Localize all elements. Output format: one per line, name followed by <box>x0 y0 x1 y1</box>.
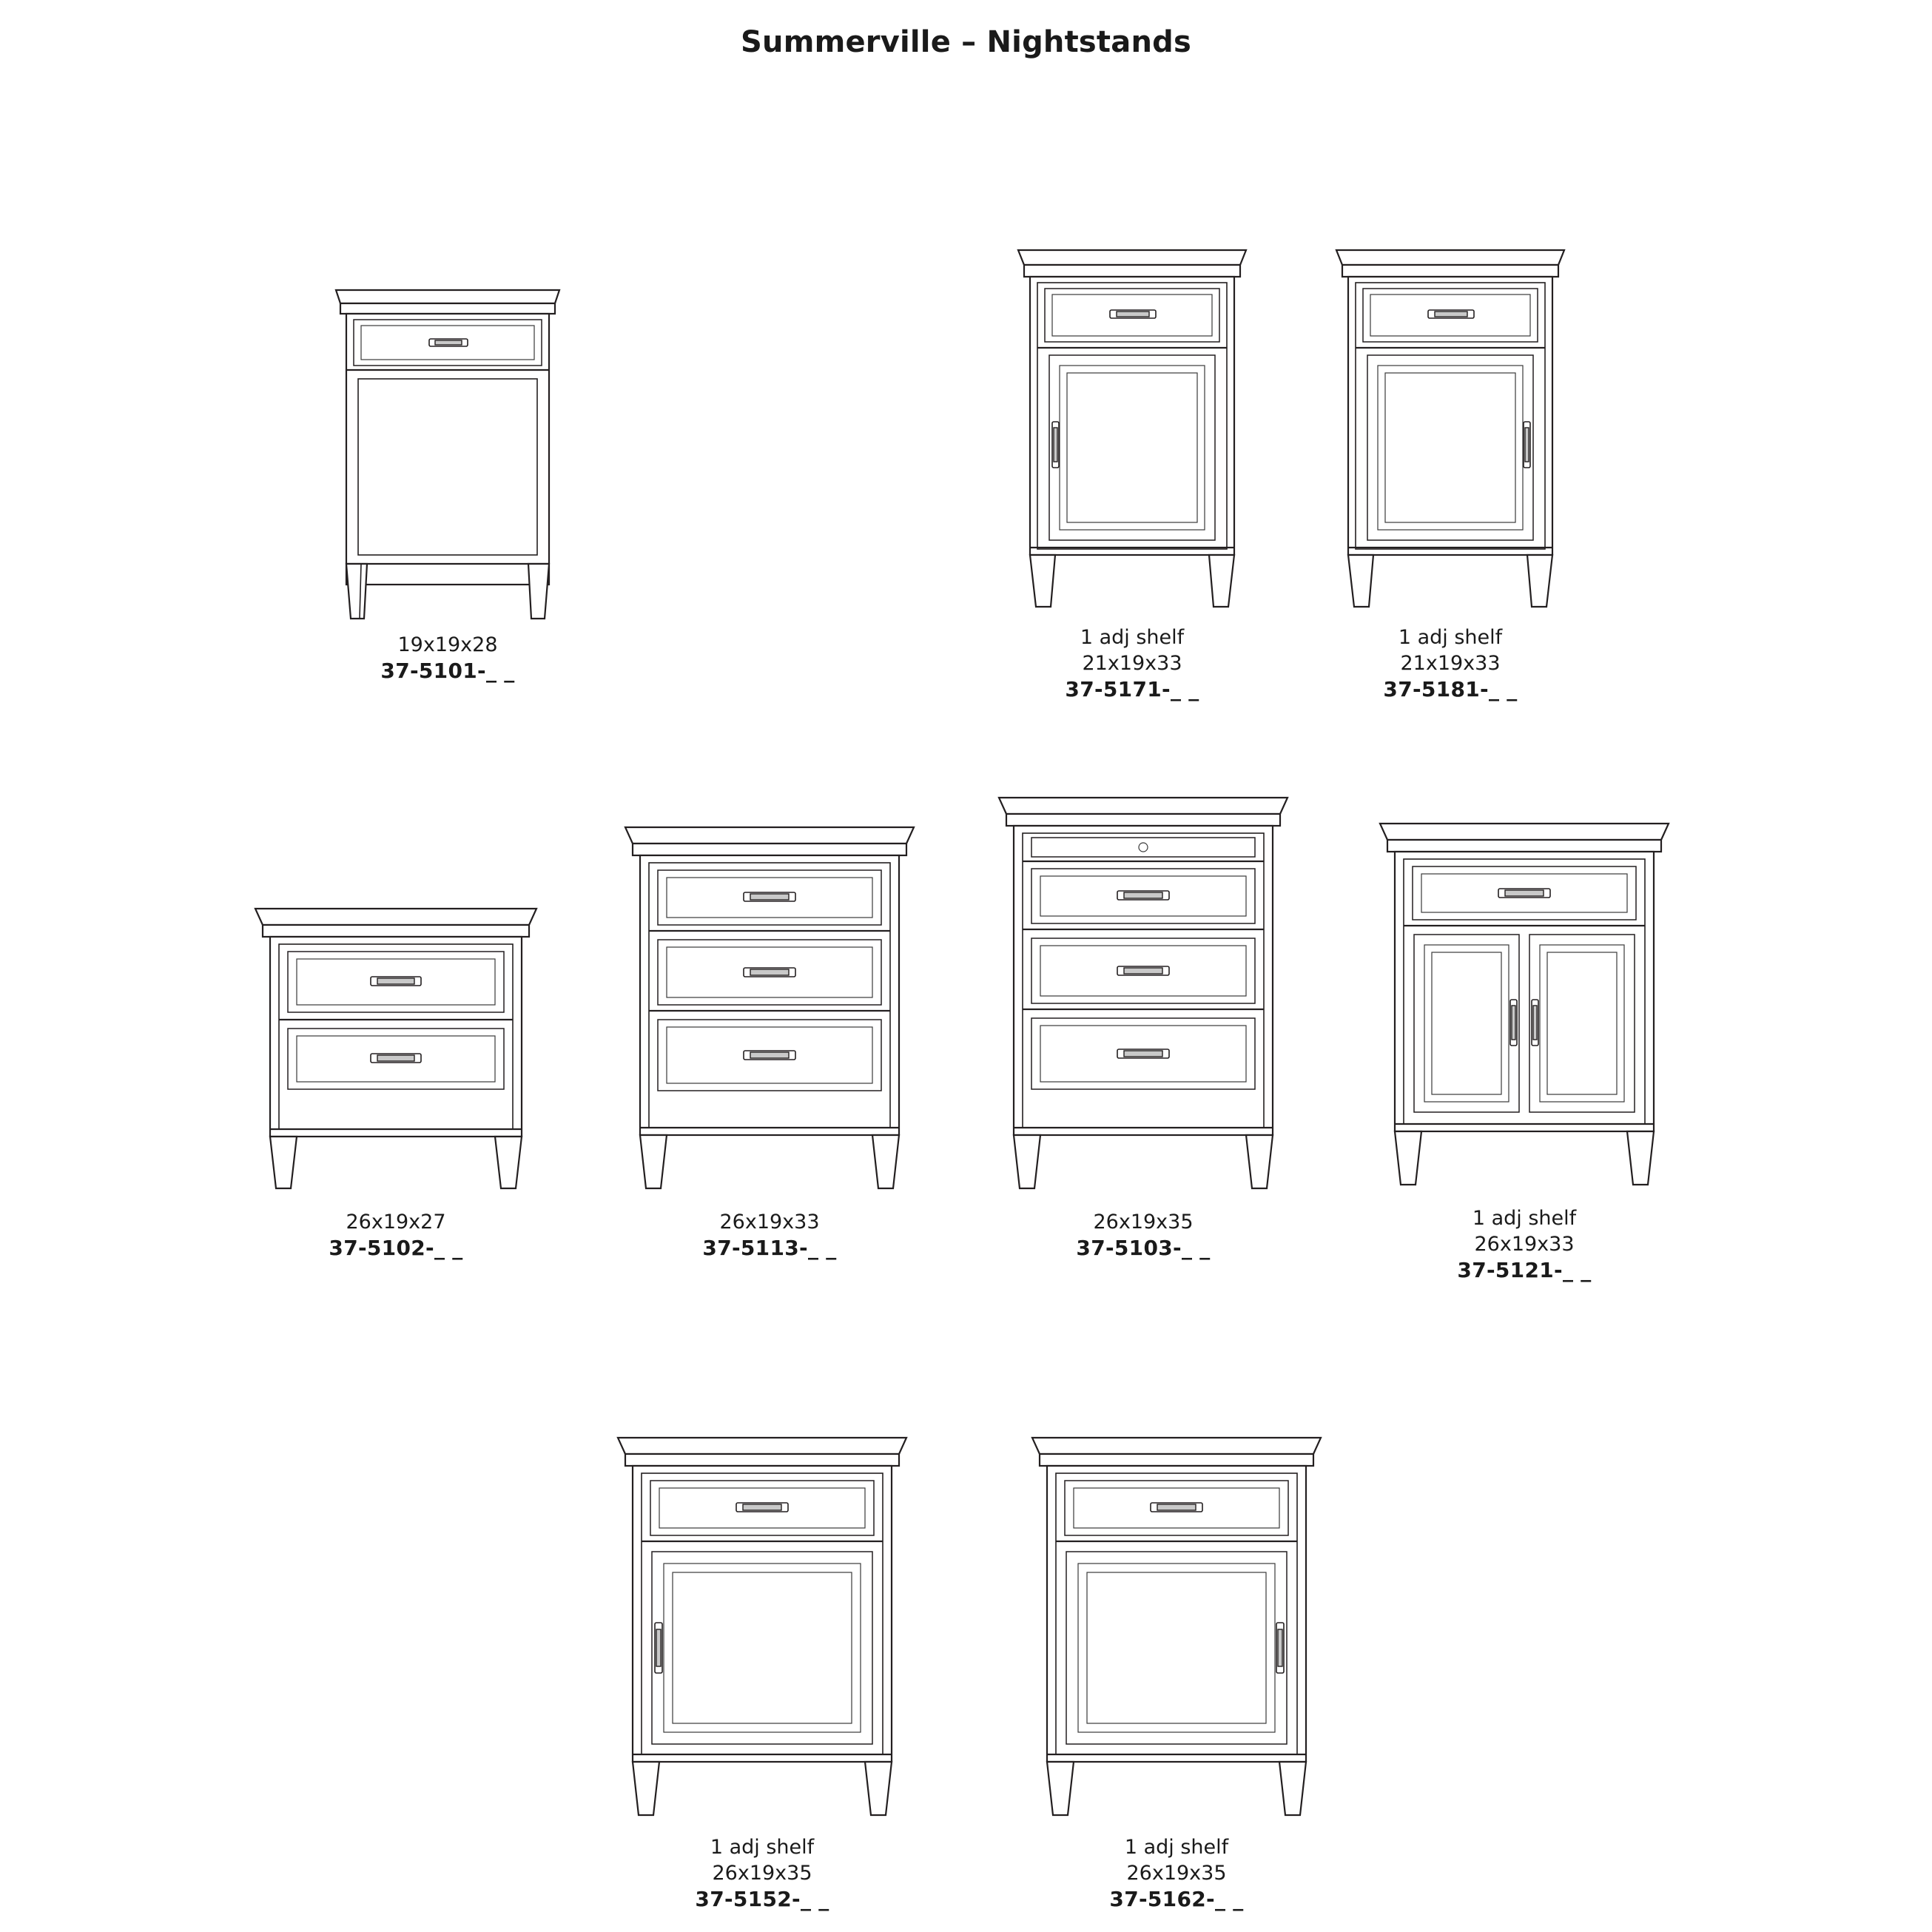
product-item-37-5102 <box>248 895 544 1262</box>
product-code: 37-5121-_ _ <box>1457 1258 1592 1283</box>
product-drawing-37-5113 <box>618 814 921 1199</box>
product-captions-37-5113 <box>702 1209 836 1262</box>
product-captions-37-5152 <box>695 1834 829 1914</box>
product-dims: 19x19x28 <box>397 633 498 656</box>
product-code: 37-5171-_ _ <box>1065 677 1199 702</box>
product-drawing-37-5152 <box>610 1424 914 1824</box>
product-drawing-37-5101 <box>326 274 570 622</box>
product-dims: 26x19x27 <box>346 1211 446 1233</box>
product-item-37-5121 <box>1373 810 1676 1285</box>
product-drawing-37-5162 <box>1025 1424 1328 1824</box>
product-note: 1 adj shelf <box>1124 1836 1229 1859</box>
product-code: 37-5181-_ _ <box>1383 677 1518 702</box>
product-captions-37-5102 <box>329 1209 462 1262</box>
product-captions-37-5101 <box>380 632 514 684</box>
product-captions-37-5103 <box>1076 1209 1210 1262</box>
product-drawing-37-5121 <box>1373 810 1676 1195</box>
product-dims: 26x19x33 <box>719 1211 820 1233</box>
product-drawing-37-5171 <box>1014 237 1251 614</box>
product-item-37-5152 <box>610 1424 914 1914</box>
product-drawing-37-5181 <box>1332 237 1569 614</box>
product-dims: 26x19x35 <box>1126 1862 1227 1885</box>
product-dims: 21x19x33 <box>1400 652 1501 676</box>
product-code: 37-5152-_ _ <box>695 1887 829 1912</box>
product-captions-37-5162 <box>1109 1834 1243 1914</box>
product-note: 1 adj shelf <box>1398 626 1503 649</box>
product-item-37-5103 <box>992 784 1295 1262</box>
product-dims: 21x19x33 <box>1082 652 1182 676</box>
product-item-37-5162 <box>1025 1424 1328 1914</box>
product-code: 37-5101-_ _ <box>380 659 515 684</box>
product-code: 37-5103-_ _ <box>1076 1236 1211 1261</box>
product-code: 37-5162-_ _ <box>1109 1887 1244 1912</box>
product-captions-37-5121 <box>1457 1205 1591 1285</box>
product-dims: 26x19x35 <box>712 1862 812 1885</box>
product-item-37-5181 <box>1332 237 1569 704</box>
product-item-37-5113 <box>618 814 921 1262</box>
product-dims: 26x19x33 <box>1474 1233 1575 1256</box>
product-code: 37-5113-_ _ <box>702 1236 837 1261</box>
product-note: 1 adj shelf <box>710 1836 815 1859</box>
product-drawing-37-5103 <box>992 784 1295 1199</box>
product-item-37-5101 <box>326 274 570 684</box>
product-note: 1 adj shelf <box>1472 1207 1577 1230</box>
product-item-37-5171 <box>1014 237 1251 704</box>
product-code: 37-5102-_ _ <box>329 1236 463 1261</box>
product-captions-37-5181 <box>1383 625 1517 704</box>
product-captions-37-5171 <box>1065 625 1199 704</box>
page-title: Summerville – Nightstands <box>741 25 1191 59</box>
product-drawing-37-5102 <box>248 895 544 1199</box>
product-note: 1 adj shelf <box>1080 626 1185 649</box>
product-dims: 26x19x35 <box>1093 1211 1194 1233</box>
